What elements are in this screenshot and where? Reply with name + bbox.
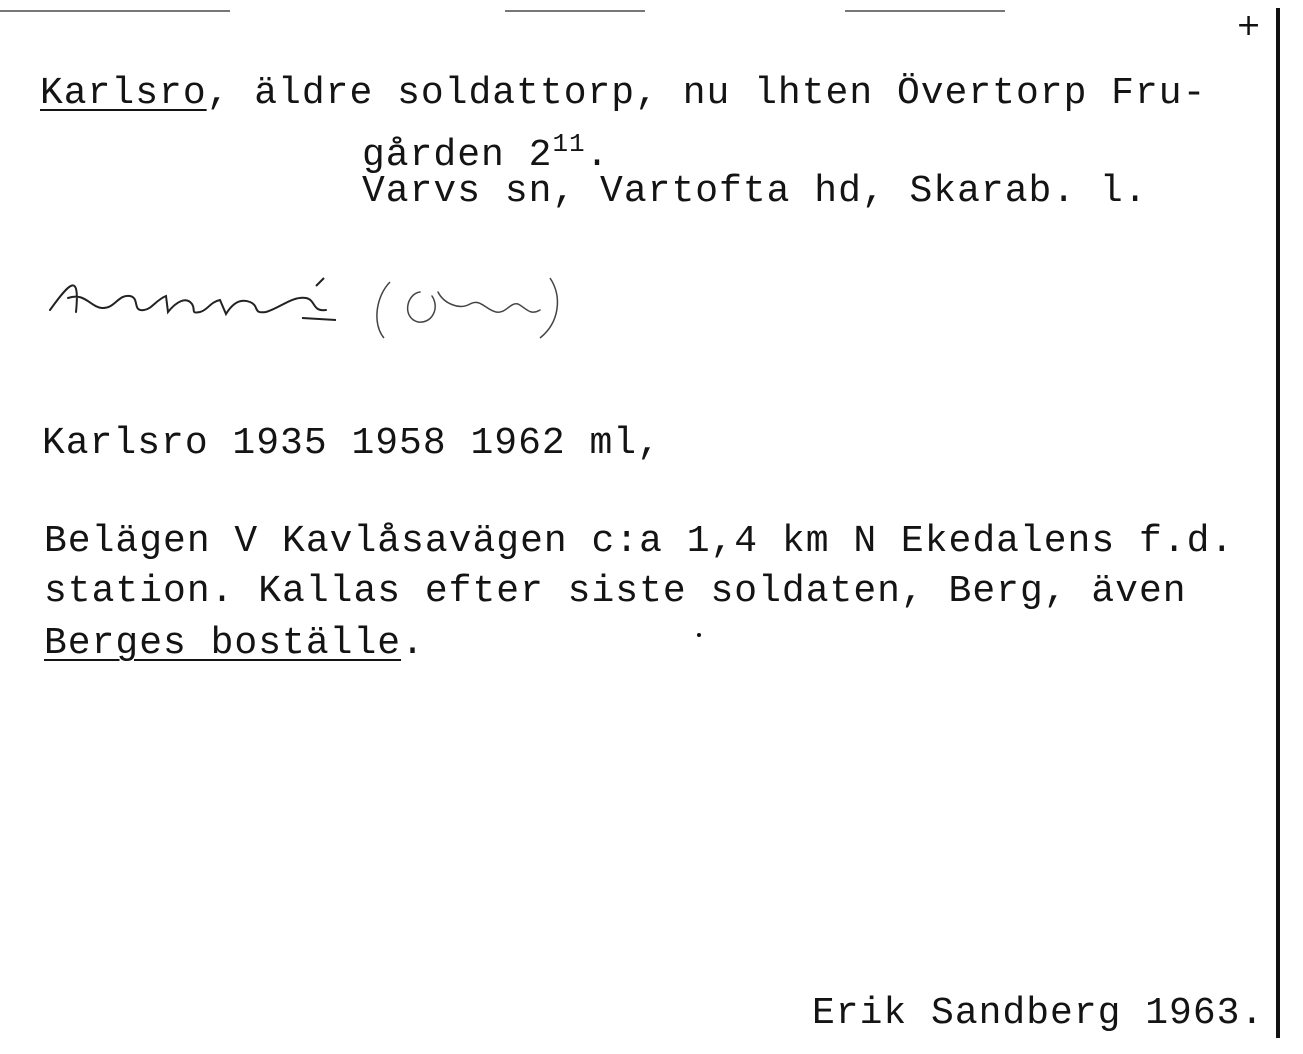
punct: . (585, 134, 610, 177)
place-name: Karlsro (40, 72, 207, 115)
right-border-line (1276, 8, 1280, 1038)
top-edge-mark (505, 10, 645, 12)
handwritten-signature (40, 252, 580, 352)
top-edge-mark (0, 10, 230, 12)
heading-rest: , äldre soldattorp, nu lhten Övertorp Fru- (206, 72, 1207, 115)
estate-name: gården 2 (362, 134, 553, 177)
heading-line (40, 72, 1206, 116)
superscript: 11 (552, 129, 586, 159)
punct: . (401, 622, 425, 665)
description-line-1: Belägen V Kavlåsavägen c:a 1,4 km N Ekedalens f.d. (44, 520, 1235, 563)
description-line-3 (44, 622, 425, 666)
stray-dot (697, 633, 701, 637)
description-line-2: station. Kallas efter siste soldaten, Berg, även (44, 570, 1187, 613)
parish-line: Varvs sn, Vartofta hd, Skarab. l. (362, 170, 1148, 213)
signature-line: Erik Sandberg 1963. (812, 992, 1265, 1035)
alternate-name: Berges boställe (44, 622, 402, 665)
years-line: Karlsro 1935 1958 1962 ml, (42, 422, 661, 465)
top-edge-mark (845, 10, 1005, 12)
plus-mark-icon: + (1236, 8, 1262, 43)
